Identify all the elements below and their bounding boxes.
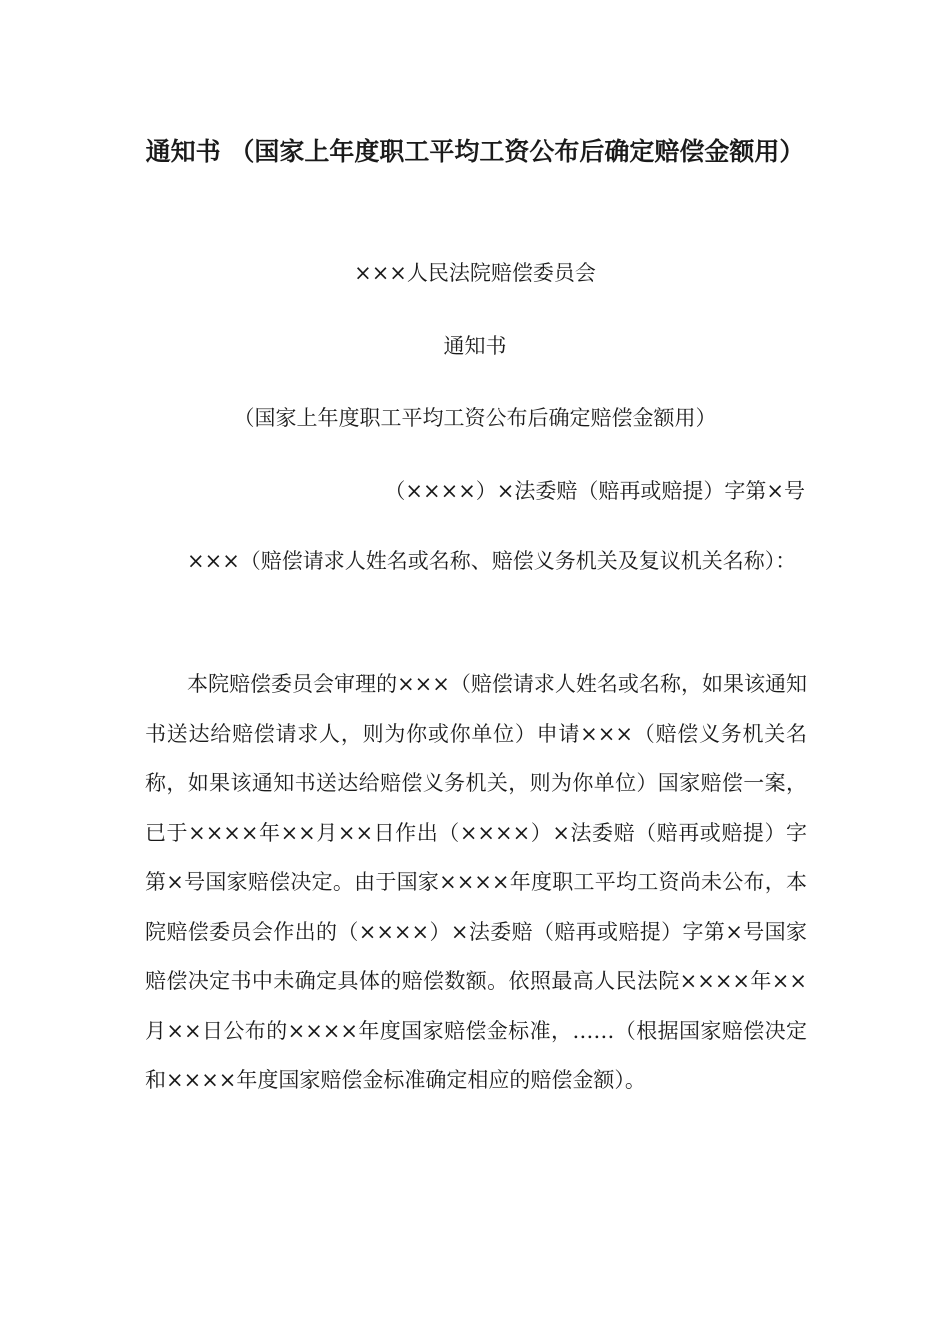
doc-type-heading: 通知书: [443, 334, 507, 358]
document-title: 通知书 （国家上年度职工平均工资公布后确定赔偿金额用）: [145, 137, 805, 166]
addressee: ×××（赔偿请求人姓名或名称、赔偿义务机关及复议机关名称）：: [187, 549, 797, 573]
court-name: ×××人民法院赔偿委员会: [354, 261, 596, 285]
body-paragraph: 本院赔偿委员会审理的×××（赔偿请求人姓名或名称，如果该通知书送达给赔偿请求人，则为你或你单位）申请×××（赔偿义务机关名称，如果该通知书送达给赔偿义务机关，则为你单位）国家赔偿一案，已于××××年××月××日作出（××××）×法委赔（赔再或赔提）字第×号国家赔偿决定。由于国家××××年度职工平均工资尚未公布，本院赔偿委员会作出的（××××）×法委赔（赔再或赔提）字第×号国家赔偿决定书中未确定具体的赔偿数额。依照最高人民法院××××年××月××日公布的××××年度国家赔偿金标准，……（根据国家赔偿决定和××××年度国家赔偿金标准确定相应的赔偿金额）。: [145, 672, 807, 1092]
doc-subtitle: （国家上年度职工平均工资公布后确定赔偿金额用）: [233, 406, 717, 430]
case-number: （××××）×法委赔（赔再或赔提）字第×号: [384, 479, 805, 503]
